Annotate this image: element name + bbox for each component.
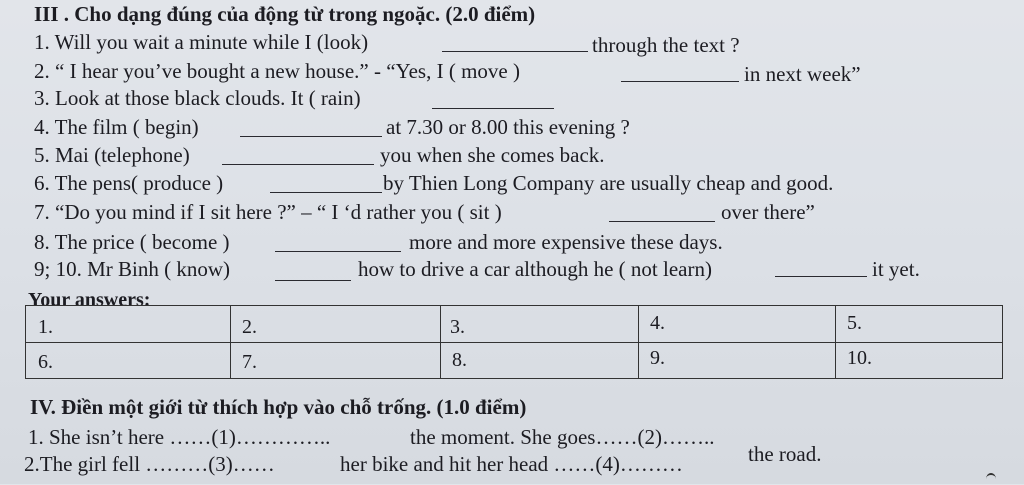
item-text: 6. The pens( produce ) bbox=[34, 171, 224, 195]
item-text: 4. The film ( begin) bbox=[34, 115, 199, 139]
item-text: 7. “Do you mind if I sit here ?” – “ I ‘d rather you ( sit ) bbox=[34, 200, 502, 224]
item-text: by Thien Long Company are usually cheap and good. bbox=[383, 171, 834, 195]
answer-cell-9[interactable]: 9. bbox=[650, 347, 665, 369]
answer-cell-7[interactable]: 7. bbox=[242, 351, 257, 373]
answer-blank bbox=[275, 280, 351, 281]
pen-mark bbox=[986, 473, 996, 485]
item-text: over there” bbox=[721, 200, 815, 224]
answer-blank bbox=[240, 136, 382, 137]
answer-blank bbox=[609, 221, 715, 222]
answer-cell-10[interactable]: 10. bbox=[847, 347, 872, 369]
answer-blank bbox=[270, 192, 382, 193]
item-text: 8. The price ( become ) bbox=[34, 230, 230, 254]
item-text: it yet. bbox=[872, 257, 920, 281]
answer-cell-8[interactable]: 8. bbox=[452, 349, 467, 371]
item-text: 3. Look at those black clouds. It ( rain) bbox=[34, 86, 361, 110]
item-text: 2. “ I hear you’ve bought a new house.” - “Yes, I ( move ) bbox=[34, 59, 520, 83]
answer-blank bbox=[442, 51, 588, 52]
answer-cell-4[interactable]: 4. bbox=[650, 312, 665, 334]
answer-blank bbox=[275, 251, 401, 252]
worksheet-page: III . Cho dạng đúng của động từ trong ngoặc. (2.0 điểm) 1. Will you wait a minute while I (look) through the text ? 2. “ I hear you’ve bought a new house.” - “Yes, I ( move ) in next week” 3. Look at those black clouds. It ( rain) 4. The film ( begin) at 7.30 or 8.00 this evening ? 5. Mai (telephone) you when she comes back. 6. The pens( produce ) by Thien Long Company are usually cheap and good. 7. “Do you mind if I sit here ?” – “ I ‘d rather you ( sit ) over there” 8. The price ( become ) more and more expensive these days. 9; 10. Mr Binh ( know) how to drive a car although he ( not learn) it yet. Your answers: 1. 2. 3. 4. 5. 6. 7. 8. 9. 10. IV. Điền một giới từ thích hợp vào chỗ trống. (1.0 điểm) 1. She isn’t here ……(1)………….. the moment. She goes……(2)…….. 2.The girl fell ………(3)…… her bike and hit her head ……(4)……… the road. bbox=[0, 0, 1024, 484]
item-text: more and more expensive these days. bbox=[409, 230, 723, 254]
answer-blank bbox=[621, 81, 739, 82]
answer-cell-2[interactable]: 2. bbox=[242, 316, 257, 338]
item-text: 2.The girl fell ………(3)…… bbox=[24, 452, 275, 476]
item-text: in next week” bbox=[744, 62, 861, 86]
item-text: her bike and hit her head ……(4)……… bbox=[340, 452, 683, 476]
item-text: how to drive a car although he ( not learn) bbox=[358, 257, 712, 281]
answer-cell-1[interactable]: 1. bbox=[38, 316, 53, 338]
answer-blank bbox=[222, 164, 374, 165]
answer-blank bbox=[432, 108, 554, 109]
answer-cell-3[interactable]: 3. bbox=[450, 316, 465, 338]
answer-blank bbox=[775, 276, 867, 277]
answer-cell-6[interactable]: 6. bbox=[38, 351, 53, 373]
item-text: 1. She isn’t here ……(1)………….. bbox=[28, 425, 331, 449]
item-text: you when she comes back. bbox=[380, 143, 605, 167]
item-text: 1. Will you wait a minute while I (look) bbox=[34, 30, 369, 54]
item-text: at 7.30 or 8.00 this evening ? bbox=[386, 115, 630, 139]
item-text: through the text ? bbox=[592, 33, 740, 57]
item-text: the moment. She goes……(2)…….. bbox=[410, 425, 715, 449]
answer-cell-5[interactable]: 5. bbox=[847, 312, 862, 334]
answer-table bbox=[25, 305, 1003, 379]
item-text: 9; 10. Mr Binh ( know) bbox=[34, 257, 230, 281]
item-text: 5. Mai (telephone) bbox=[34, 143, 190, 167]
item-text: the road. bbox=[748, 442, 822, 466]
